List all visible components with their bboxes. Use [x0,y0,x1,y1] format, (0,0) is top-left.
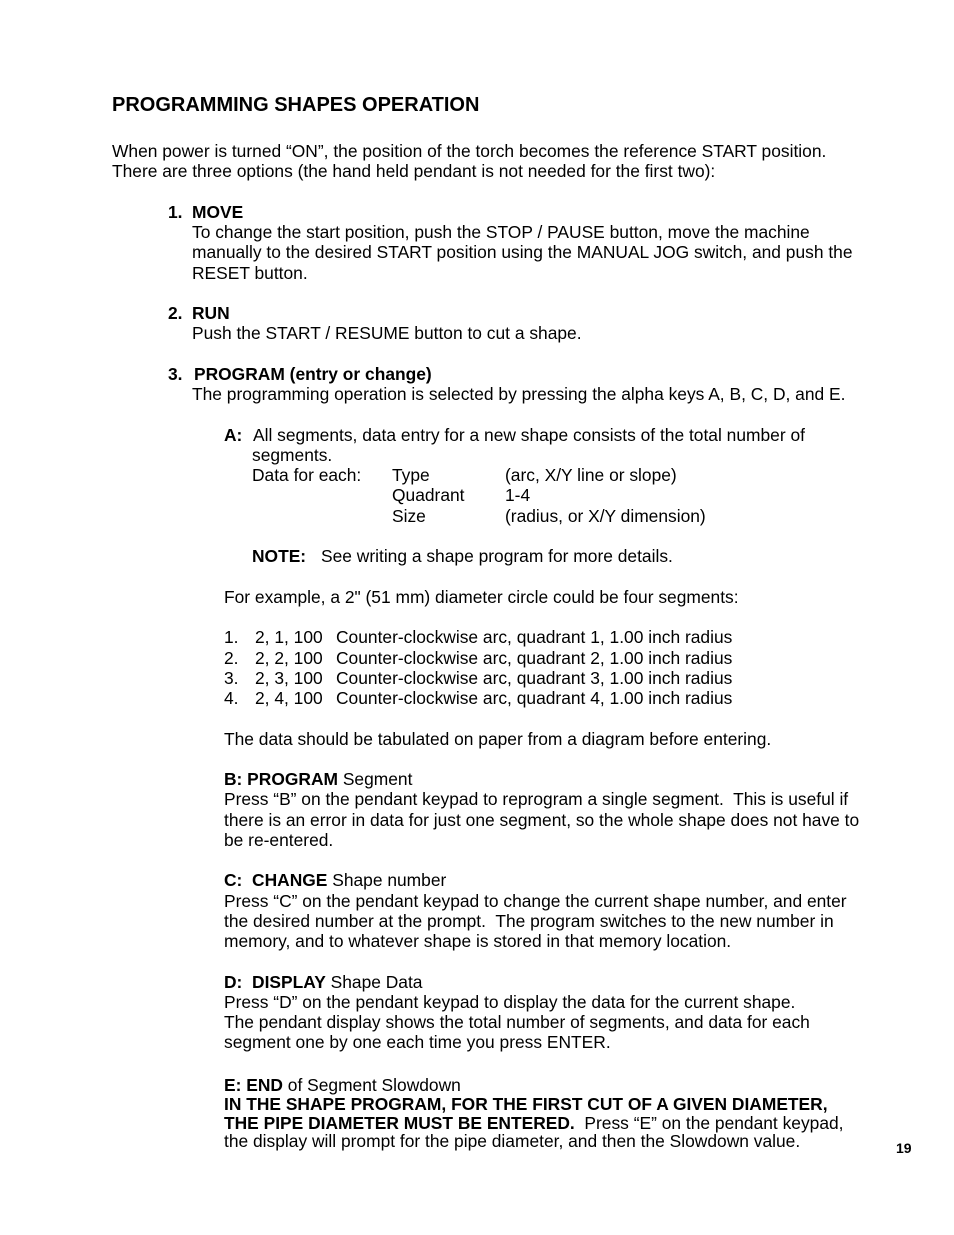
d-line-2: The pendant display shows the total number of segments, and data for each [224,1012,810,1032]
example-code-3: 2, 3, 100 [255,668,323,688]
e-bold-line-2: THE PIPE DIAMETER MUST BE ENTERED. [224,1113,575,1133]
data-for-each-label: Data for each: [252,465,362,485]
c-heading-rest: Shape number [327,870,447,890]
d-heading-rest: Shape Data [325,972,423,992]
intro-line-1: When power is turned “ON”, the position of the torch becomes the reference START position. [112,141,827,161]
data-field-quadrant: Quadrant [392,485,465,505]
data-field-size: Size [392,506,426,526]
b-heading-rest: Segment [338,769,413,789]
example-desc-4: Counter-clockwise arc, quadrant 4, 1.00 inch radius [336,688,733,708]
run-number: 2. [168,303,183,323]
example-desc-1: Counter-clockwise arc, quadrant 1, 1.00 inch radius [336,627,733,647]
d-line-3: segment one by one each time you press ENTER. [224,1032,611,1052]
b-line-2: there is an error in data for just one segment, so the whole shape does not have to [224,810,860,830]
example-intro: For example, a 2" (51 mm) diameter circle could be four segments: [224,587,739,607]
d-line-1: Press “D” on the pendant keypad to display the data for the current shape. [224,992,796,1012]
example-code-4: 2, 4, 100 [255,688,323,708]
page-number: 19 [896,1140,912,1156]
data-desc-quadrant: 1-4 [505,485,531,505]
note-label: NOTE: [252,546,307,566]
c-heading-bold: C: CHANGE [224,870,328,890]
b-heading [224,769,412,789]
e-line-2-rest: Press “E” on the pendant keypad, [574,1113,844,1133]
program-heading: PROGRAM (entry or change) [194,364,432,384]
b-line-1: Press “B” on the pendant keypad to reprogram a single segment. This is useful if [224,789,849,809]
b-line-3: be re-entered. [224,830,334,850]
move-line-3: RESET button. [192,263,308,283]
example-num-4: 4. [224,688,239,708]
c-heading [224,870,446,890]
a-line-2: segments. [252,445,333,465]
data-desc-size: (radius, or X/Y dimension) [505,506,706,526]
e-heading [224,1075,461,1095]
a-label: A: [224,425,243,445]
d-heading-bold: D: DISPLAY [224,972,326,992]
e-bold-line-1: IN THE SHAPE PROGRAM, FOR THE FIRST CUT OF A GIVEN DIAMETER, [224,1094,828,1114]
data-desc-type: (arc, X/Y line or slope) [505,465,677,485]
data-field-type: Type [392,465,430,485]
intro-line-2: There are three options (the hand held pendant is not needed for the first two): [112,161,716,181]
a-closing: The data should be tabulated on paper from a diagram before entering. [224,729,772,749]
move-number: 1. [168,202,183,222]
c-line-3: memory, and to whatever shape is stored in that memory location. [224,931,732,951]
e-line-3: the display will prompt for the pipe diameter, and then the Slowdown value. [224,1131,801,1151]
example-num-1: 1. [224,627,239,647]
c-line-1: Press “C” on the pendant keypad to change the current shape number, and enter [224,891,847,911]
b-heading-bold: B: PROGRAM [224,769,338,789]
program-number: 3. [168,364,183,384]
run-line-1: Push the START / RESUME button to cut a shape. [192,323,582,343]
d-heading [224,972,422,992]
move-line-2: manually to the desired START position using the MANUAL JOG switch, and push the [192,242,853,262]
page-title: PROGRAMMING SHAPES OPERATION [112,94,480,116]
example-num-2: 2. [224,648,239,668]
run-heading: RUN [192,303,230,323]
e-heading-bold: E: END [224,1075,283,1095]
move-line-1: To change the start position, push the STOP / PAUSE button, move the machine [192,222,810,242]
example-desc-3: Counter-clockwise arc, quadrant 3, 1.00 inch radius [336,668,733,688]
move-heading: MOVE [192,202,244,222]
example-desc-2: Counter-clockwise arc, quadrant 2, 1.00 inch radius [336,648,733,668]
example-code-1: 2, 1, 100 [255,627,323,647]
note-text: See writing a shape program for more details. [321,546,673,566]
a-line-1: All segments, data entry for a new shape consists of the total number of [253,425,805,445]
example-code-2: 2, 2, 100 [255,648,323,668]
e-heading-rest: of Segment Slowdown [282,1075,461,1095]
example-num-3: 3. [224,668,239,688]
program-line-1: The programming operation is selected by pressing the alpha keys A, B, C, D, and E. [192,384,846,404]
c-line-2: the desired number at the prompt. The program switches to the new number in [224,911,834,931]
